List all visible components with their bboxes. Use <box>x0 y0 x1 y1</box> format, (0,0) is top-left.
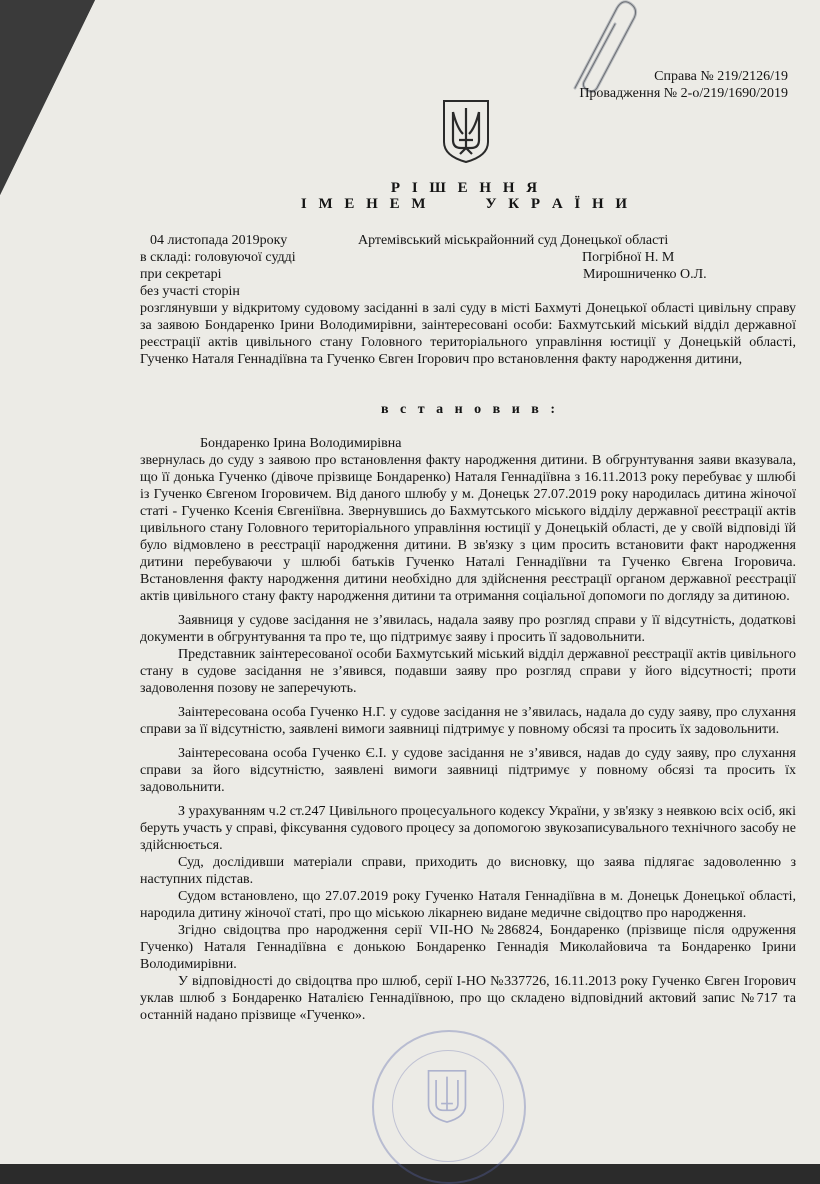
trident-emblem-icon <box>441 98 491 164</box>
proceeding-number: Провадження № 2-о/219/1690/2019 <box>579 86 788 101</box>
body-text <box>140 452 796 1031</box>
judge-name: Погрібної Н. М <box>582 250 675 265</box>
paragraph-8: Судом встановлено, що 27.07.2019 року Гученко Наталя Геннадіївна в м. Донецьк Донецької області, народила дитину жіночої статі, про що міською лікарнею видане медичне свідоцтво про народження. <box>140 889 796 921</box>
paragraph-7: Суд, дослідивши матеріали справи, приходить до висновку, що заява підлягає задоволенню з наступних підстав. <box>140 855 796 887</box>
secretary-name: Мирошниченко О.Л. <box>583 267 707 282</box>
paragraph-4: Заінтересована особа Гученко Н.Г. у судове засідання не з’явилась, надала до суду заяву, про слухання справи за її відсутністю, заявлені вимоги заявниці підтримує у повному обсязі та просить їх задовольнити. <box>140 705 796 737</box>
court-seal <box>372 1030 526 1184</box>
secretary-label: при секретарі <box>140 267 222 282</box>
document-title: Р І Ш Е Н Н Я <box>390 180 542 196</box>
composition-label: в складі: головуючої судді <box>140 250 296 265</box>
case-number-block <box>579 68 788 102</box>
seal-trident-icon <box>426 1068 468 1124</box>
paragraph-2: Заявниця у судове засідання не з’явилась, надала заяву про розгляд справи у її відсутність, додаткові документи в обгрунтування та про те, що підтримує заяву і просить її задовольнити. <box>140 613 796 645</box>
considered-text: розглянувши у відкритому судовому засіданні в залі суду в місті Бахмуті Донецької області цивільну справу за заявою Бондаренко Ірини Володимирівни, заінтересовані особи: Бахмутський міський відділ державної реєстрації актів цивільного стану Головного територіального управління юстиції у Донецькій області, Гученко Наталя Геннадіївна та Гученко Євген Ігорович про встановлення факту народження дитини, <box>140 301 796 367</box>
paragraph-3: Представник заінтересованої особи Бахмутський міський відділ державної реєстрації актів цивільного стану в судове засідання не з’явився, подавши заяву про розгляд справи у його відсутності; проти задоволення позову не заперечують. <box>140 647 796 696</box>
paragraph-1: звернулась до суду з заявою про встановлення факту народження дитини. В обгрунтування заяви вказувала, що її донька Гученко (дівоче прізвище Бондаренко) Наталя Геннадіївна з 16.11.2013 року перебуває у шлюбі із Гученко Євгеном Ігоровичем. Від даного шлюбу у м. Донецьк 27.07.2019 року народилась дитина жіночої статі - Гученко Ксенія Євгеніївна. Звернувшись до Бахмутського міського відділу державної реєстрації актів цивільного стану Головного територіального управління юстиції у Донецькій області, де у своїй відповіді їй було відмовлено в реєстрації народження дитини. В зв'язку з цим просить встановити факт народження дитини перебуваючи у шлюбі батьків Гученко Наталі Геннадіївни та Гученко Євгена Ігоровича. Встановлення факту народження дитини необхідно для здійснення реєстрації органом державної реєстрації актів цивільного стану факту народження дитини та отримання соціальної допомоги по догляду за дитиною. <box>140 453 796 604</box>
subtitle-part-2: У К Р А Ї Н И <box>485 196 632 212</box>
court-name: Артемівський міськрайонний суд Донецької області <box>358 233 669 248</box>
document-subtitle <box>56 196 820 213</box>
case-number: Справа № 219/2126/19 <box>654 69 788 84</box>
paragraph-6: З урахуванням ч.2 ст.247 Цивільного процесуального кодексу України, у зв'язку з неявкою всіх осіб, які беруть участь у справі, фіксування судового процесу за допомогою звукозаписувального технічного засобу не здійснюється. <box>140 804 796 853</box>
considered-paragraph <box>140 300 796 375</box>
established-heading: в с т а н о в и в : <box>380 402 560 417</box>
paragraph-9: Згідно свідоцтва про народження серії VІІ-НО №286824, Бондаренко (прізвище після одруження Гученко) Наталя Геннадіївна є донькою Бондаренко Геннадія Миколайовича та Бондаренко Ірини Володимирівни. <box>140 923 796 972</box>
parties-label: без участі сторін <box>140 284 240 299</box>
applicant-name: Бондаренко Ірина Володимирівна <box>200 436 402 451</box>
subtitle-part-1: І М Е Н Е М <box>300 196 430 212</box>
torn-corner <box>0 0 95 195</box>
paragraph-5: Заінтересована особа Гученко Є.І. у судове засідання не з’явився, надав до суду заяву, про слухання справи за його відсутністю, заявлені вимоги заявниці підтримує у повному обсязі та просить їх задовольнити. <box>140 746 796 795</box>
paragraph-10: У відповідності до свідоцтва про шлюб, серії І-НО №337726, 16.11.2013 року Гученко Євген Ігорович уклав шлюб з Бондаренко Наталією Геннадіївною, про що складено відповідний актовий запис №717 та останній надано прізвище «Гученко». <box>140 974 796 1023</box>
decision-date: 04 листопада 2019року <box>150 233 288 248</box>
